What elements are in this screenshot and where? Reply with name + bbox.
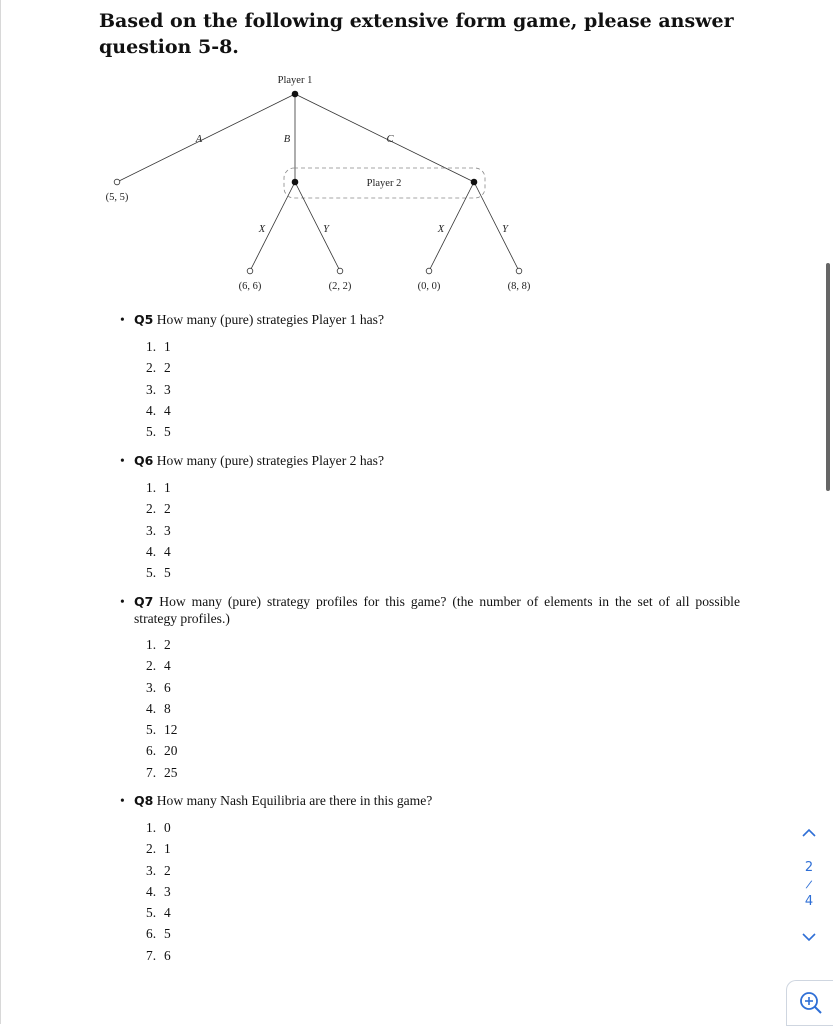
option-item: 4. 4 bbox=[146, 402, 171, 418]
player2-label: Player 2 bbox=[366, 178, 402, 189]
options-q8 bbox=[146, 820, 171, 969]
option-value: 20 bbox=[164, 743, 178, 759]
question-label: Q6 bbox=[134, 453, 154, 468]
option-value: 2 bbox=[164, 862, 171, 878]
scrollbar-thumb[interactable] bbox=[826, 263, 830, 491]
payoff-a: (5, 5) bbox=[105, 192, 129, 203]
option-item: 3. 3 bbox=[146, 522, 171, 538]
payoff-cy: (8, 8) bbox=[507, 281, 531, 292]
action-right-y-label: Y bbox=[502, 224, 508, 235]
question-q8 bbox=[120, 793, 740, 810]
terminal-node-cx bbox=[426, 268, 432, 274]
current-page: 2 bbox=[804, 860, 814, 875]
option-item: 4. 3 bbox=[146, 883, 171, 899]
option-item: 1. 1 bbox=[146, 339, 171, 354]
option-item: 5. 12 bbox=[146, 722, 178, 738]
option-value: 6 bbox=[164, 947, 171, 963]
bullet-mark: • bbox=[120, 594, 125, 609]
option-value: 8 bbox=[164, 700, 171, 716]
option-item: 3. 6 bbox=[146, 679, 171, 695]
option-value: 1 bbox=[164, 480, 171, 495]
option-value: 1 bbox=[164, 339, 171, 354]
option-value: 5 bbox=[164, 424, 171, 440]
option-item: 7. 6 bbox=[146, 947, 171, 963]
option-item: 3. 3 bbox=[146, 381, 171, 397]
edge-right-x bbox=[429, 182, 474, 271]
question-label: Q7 bbox=[134, 594, 154, 609]
option-value: 3 bbox=[164, 522, 171, 538]
question-label: Q5 bbox=[134, 312, 154, 327]
option-item: 5. 5 bbox=[146, 565, 171, 581]
option-item: 7. 25 bbox=[146, 764, 178, 780]
options-q5 bbox=[146, 339, 171, 445]
action-right-x-label: X bbox=[437, 224, 445, 235]
option-value: 0 bbox=[164, 820, 171, 835]
edge-left-y bbox=[295, 182, 340, 271]
action-c-label: C bbox=[386, 134, 394, 145]
previous-page-button[interactable] bbox=[797, 824, 821, 844]
question-q7 bbox=[120, 594, 740, 627]
option-item: 1. 0 bbox=[146, 820, 171, 835]
page-indicator bbox=[797, 859, 821, 910]
option-value: 5 bbox=[164, 926, 171, 942]
chevron-up-icon bbox=[801, 827, 817, 839]
edge-left-x bbox=[250, 182, 295, 271]
option-item: 2. 2 bbox=[146, 501, 171, 517]
terminal-node-by bbox=[337, 268, 343, 274]
payoff-by: (2, 2) bbox=[328, 281, 352, 292]
p2-node-left bbox=[292, 179, 299, 186]
option-item: 2. 4 bbox=[146, 658, 171, 674]
terminal-node-bx bbox=[247, 268, 253, 274]
option-item: 1. 1 bbox=[146, 480, 171, 495]
edge-right-y bbox=[474, 182, 519, 271]
options-q7 bbox=[146, 637, 177, 786]
total-pages: 4 bbox=[804, 894, 814, 909]
question-text: How many Nash Equilibria are there in this game? bbox=[156, 793, 433, 808]
bullet-mark: • bbox=[120, 453, 125, 468]
chevron-down-icon bbox=[801, 931, 817, 943]
option-value: 3 bbox=[164, 883, 171, 899]
option-item: 6. 20 bbox=[146, 743, 178, 759]
option-value: 4 bbox=[164, 402, 171, 418]
question-text: How many (pure) strategies Player 1 has? bbox=[156, 312, 384, 327]
option-value: 2 bbox=[164, 637, 171, 652]
next-page-button[interactable] bbox=[797, 928, 821, 948]
page-heading: Based on the following extensive form game, please answer question 5-8. bbox=[99, 10, 734, 58]
terminal-node-a bbox=[114, 179, 120, 185]
option-value: 3 bbox=[164, 381, 171, 397]
zoom-in-icon bbox=[798, 990, 824, 1016]
option-item: 6. 5 bbox=[146, 926, 171, 942]
option-value: 4 bbox=[164, 658, 171, 674]
bullet-mark: • bbox=[120, 312, 125, 327]
question-text: How many (pure) strategy profiles for this game? (the number of elements in the set of all possible strategy profiles.) bbox=[134, 594, 740, 626]
option-value: 5 bbox=[164, 565, 171, 581]
action-left-x-label: X bbox=[258, 224, 266, 235]
game-tree-diagram bbox=[95, 68, 555, 298]
option-item: 5. 5 bbox=[146, 424, 171, 440]
option-item: 2. 2 bbox=[146, 360, 171, 376]
option-item: 5. 4 bbox=[146, 905, 171, 921]
action-b-label: B bbox=[283, 134, 291, 145]
terminal-node-cy bbox=[516, 268, 522, 274]
option-item: 1. 2 bbox=[146, 637, 171, 652]
action-left-y-label: Y bbox=[323, 224, 329, 235]
player1-label: Player 1 bbox=[277, 75, 313, 86]
root-node bbox=[292, 91, 299, 98]
bullet-mark: • bbox=[120, 793, 125, 808]
question-text: How many (pure) strategies Player 2 has? bbox=[156, 453, 384, 468]
option-value: 4 bbox=[164, 543, 171, 559]
edge-c bbox=[295, 94, 474, 182]
option-value: 6 bbox=[164, 679, 171, 695]
payoff-bx: (6, 6) bbox=[238, 281, 262, 292]
option-item: 4. 8 bbox=[146, 700, 171, 716]
zoom-in-button[interactable] bbox=[786, 980, 833, 1026]
page-left-border bbox=[0, 0, 1, 1024]
option-value: 12 bbox=[164, 722, 178, 738]
option-item: 4. 4 bbox=[146, 543, 171, 559]
options-q6 bbox=[146, 480, 171, 586]
question-q5 bbox=[120, 312, 740, 329]
question-label: Q8 bbox=[134, 793, 154, 808]
option-value: 4 bbox=[164, 905, 171, 921]
question-q6 bbox=[120, 453, 740, 470]
option-value: 2 bbox=[164, 360, 171, 376]
page-separator: / bbox=[805, 877, 813, 892]
action-a-label: A bbox=[195, 134, 203, 145]
edge-a bbox=[117, 94, 295, 182]
option-value: 2 bbox=[164, 501, 171, 517]
option-value: 25 bbox=[164, 764, 178, 780]
p2-node-right bbox=[471, 179, 478, 186]
option-item: 2. 1 bbox=[146, 841, 171, 857]
option-item: 3. 2 bbox=[146, 862, 171, 878]
payoff-cx: (0, 0) bbox=[417, 281, 441, 292]
option-value: 1 bbox=[164, 841, 171, 857]
